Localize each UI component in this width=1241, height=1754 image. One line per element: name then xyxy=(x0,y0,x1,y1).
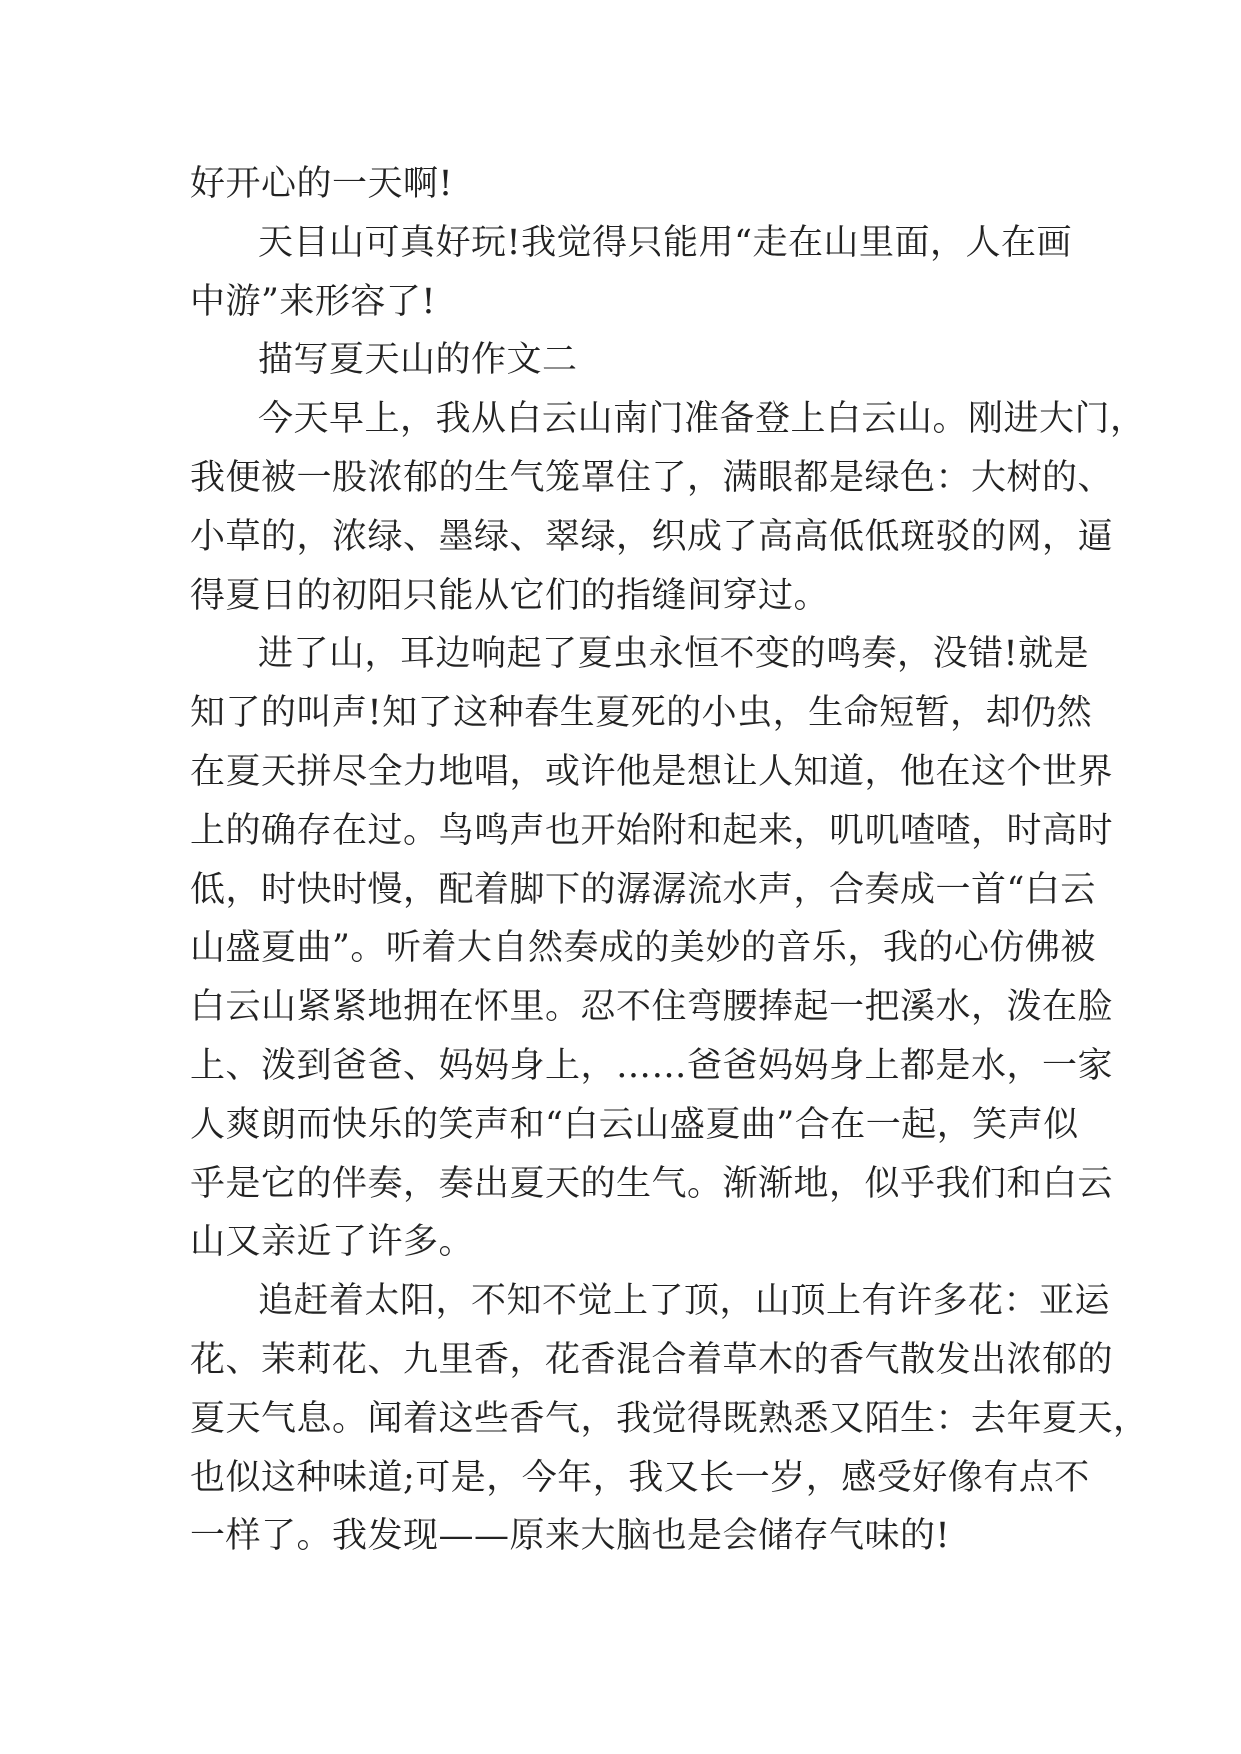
text-line: 小草的，浓绿、墨绿、翠绿，织成了高高低低斑驳的网，逼 xyxy=(190,516,1114,557)
text-line: 上、泼到爸爸、妈妈身上，……爸爸妈妈身上都是水，一家 xyxy=(190,1045,1114,1086)
text-line: 今天早上，我从白云山南门准备登上白云山。刚进大门， xyxy=(258,399,1146,440)
text-line: 进了山，耳边响起了夏虫永恒不变的鸣奏，没错!就是 xyxy=(258,634,1090,675)
text-line: 人爽朗而快乐的笑声和“白云山盛夏曲”合在一起，笑声似 xyxy=(190,1104,1079,1145)
text-line: 我便被一股浓郁的生气笼罩住了，满眼都是绿色：大树的、 xyxy=(190,457,1114,498)
text-line: 好开心的一天啊! xyxy=(190,164,454,204)
text-line: 乎是它的伴奏，奏出夏天的生气。渐渐地，似乎我们和白云 xyxy=(190,1163,1114,1204)
text-line: 得夏日的初阳只能从它们的指缝间穿过。 xyxy=(190,575,830,616)
text-line: 追赶着太阳，不知不觉上了顶，山顶上有许多花：亚运 xyxy=(258,1281,1111,1322)
text-line: 夏天气息。闻着这些香气，我觉得既熟悉又陌生：去年夏天， xyxy=(190,1398,1149,1439)
text-line: 低，时快时慢，配着脚下的潺潺流水声，合奏成一首“白云 xyxy=(190,869,1096,910)
text-line: 上的确存在过。鸟鸣声也开始附和起来，叽叽喳喳，时高时 xyxy=(190,810,1114,851)
text-line: 也似这种味道;可是，今年，我又长一岁，感受好像有点不 xyxy=(190,1457,1090,1498)
text-line: 描写夏天山的作文二 xyxy=(258,340,578,381)
text-line: 天目山可真好玩!我觉得只能用“走在山里面，人在画 xyxy=(258,222,1072,263)
text-line: 在夏天拼尽全力地唱，或许他是想让人知道，他在这个世界 xyxy=(190,751,1114,792)
text-line: 中游”来形容了! xyxy=(190,281,436,322)
text-line: 山又亲近了许多。 xyxy=(190,1222,475,1263)
text-line: 白云山紧紧地拥在怀里。忍不住弯腰捧起一把溪水，泼在脸 xyxy=(190,987,1114,1028)
text-line: 知了的叫声!知了这种春生夏死的小虫，生命短暂，却仍然 xyxy=(190,693,1093,734)
essay-body xyxy=(190,155,1149,1566)
text-line: 山盛夏曲”。听着大自然奏成的美妙的音乐，我的心仿佛被 xyxy=(190,928,1096,969)
text-line: 花、茉莉花、九里香，花香混合着草木的香气散发出浓郁的 xyxy=(190,1339,1114,1380)
text-line: 一样了。我发现——原来大脑也是会储存气味的! xyxy=(190,1516,951,1557)
